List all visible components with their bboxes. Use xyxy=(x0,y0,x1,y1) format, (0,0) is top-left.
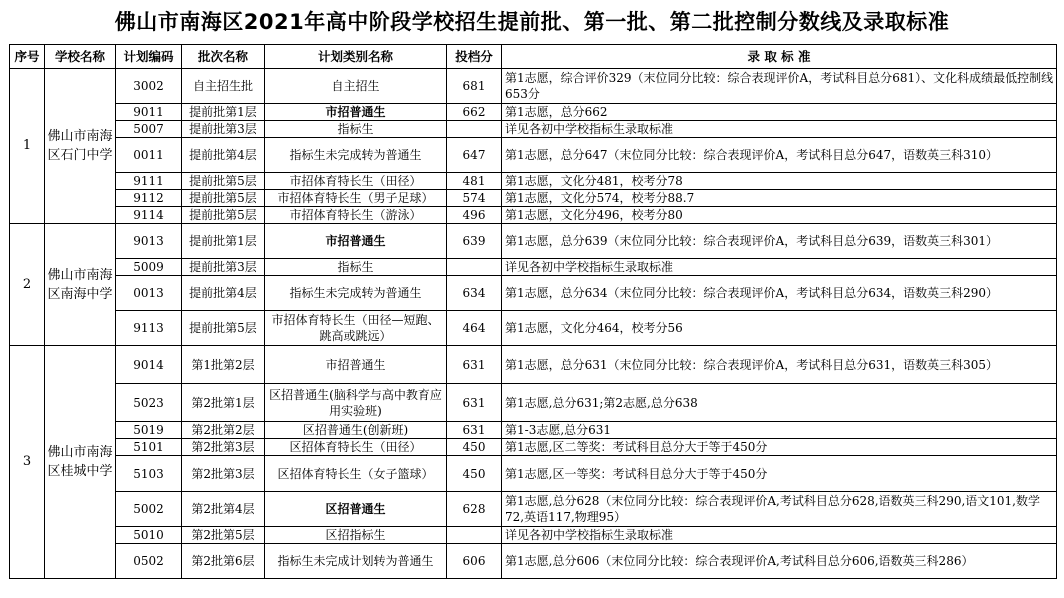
batch-name: 提前批第1层 xyxy=(182,104,265,121)
admission-standard: 第1志愿，总分647（末位同分比较：综合表现评价A，考试科目总分647，语数英三科310） xyxy=(502,138,1057,173)
table-row xyxy=(10,190,1057,207)
admission-standard: 第1志愿,总分628（末位同分比较：综合表现评价A,考试科目总分628,语数英三科290,语文101,数学72,英语117,物理95） xyxy=(502,492,1057,527)
table-row xyxy=(10,492,1057,527)
table-row xyxy=(10,456,1057,492)
school-seq: 3 xyxy=(10,346,45,579)
plan-code: 0013 xyxy=(116,276,182,311)
plan-category: 区招指标生 xyxy=(265,527,447,544)
admission-standard: 第1志愿,总分606（末位同分比较：综合表现评价A,考试科目总分606,语数英三科286） xyxy=(502,544,1057,579)
plan-category: 市招普通生 xyxy=(265,346,447,384)
plan-category: 指标生 xyxy=(265,259,447,276)
plan-category: 市招普通生 xyxy=(265,224,447,259)
admission-table xyxy=(9,44,1057,579)
batch-name: 提前批第5层 xyxy=(182,190,265,207)
admission-standard: 详见各初中学校指标生录取标准 xyxy=(502,121,1057,138)
school-seq: 1 xyxy=(10,69,45,224)
school-name: 佛山市南海区南海中学 xyxy=(45,224,116,346)
page-title: 佛山市南海区2021年高中阶段学校招生提前批、第一批、第二批控制分数线及录取标准 xyxy=(114,10,950,34)
plan-code: 5023 xyxy=(116,384,182,422)
cutoff-score: 631 xyxy=(447,422,502,439)
plan-code: 5010 xyxy=(116,527,182,544)
cutoff-score: 628 xyxy=(447,492,502,527)
plan-code: 5002 xyxy=(116,492,182,527)
batch-name: 第2批第1层 xyxy=(182,384,265,422)
header-score: 投档分 xyxy=(447,45,502,69)
admission-standard: 第1志愿，文化分464，校考分56 xyxy=(502,311,1057,346)
school-seq: 2 xyxy=(10,224,45,346)
admission-standard: 第1志愿，总分631（末位同分比较：综合表现评价A，考试科目总分631，语数英三科305） xyxy=(502,346,1057,384)
header-code: 计划编码 xyxy=(116,45,182,69)
plan-category: 指标生未完成计划转为普通生 xyxy=(265,544,447,579)
batch-name: 提前批第5层 xyxy=(182,173,265,190)
admission-standard: 第1志愿，文化分481，校考分78 xyxy=(502,173,1057,190)
batch-name: 第2批第2层 xyxy=(182,422,265,439)
admission-standard: 第1志愿，总分634（末位同分比较：综合表现评价A，考试科目总分634，语数英三科290） xyxy=(502,276,1057,311)
plan-category: 市招普通生 xyxy=(265,104,447,121)
batch-name: 提前批第3层 xyxy=(182,121,265,138)
table-row xyxy=(10,138,1057,173)
plan-category: 区招普通生 xyxy=(265,492,447,527)
cutoff-score: 450 xyxy=(447,439,502,456)
cutoff-score: 450 xyxy=(447,456,502,492)
batch-name: 第2批第6层 xyxy=(182,544,265,579)
plan-code: 5103 xyxy=(116,456,182,492)
plan-category: 市招体育特长生（田径—短跑、跳高或跳远） xyxy=(265,311,447,346)
plan-code: 9114 xyxy=(116,207,182,224)
cutoff-score: 681 xyxy=(447,69,502,104)
plan-code: 9013 xyxy=(116,224,182,259)
cutoff-score xyxy=(447,527,502,544)
admission-standard: 详见各初中学校指标生录取标准 xyxy=(502,259,1057,276)
admission-standard: 第1志愿,总分631;第2志愿,总分638 xyxy=(502,384,1057,422)
plan-category: 区招体育特长生（田径） xyxy=(265,439,447,456)
plan-category: 自主招生 xyxy=(265,69,447,104)
plan-code: 5007 xyxy=(116,121,182,138)
plan-category: 市招体育特长生（游泳） xyxy=(265,207,447,224)
batch-name: 提前批第5层 xyxy=(182,207,265,224)
admission-standard: 第1志愿，总分662 xyxy=(502,104,1057,121)
plan-code: 5009 xyxy=(116,259,182,276)
batch-name: 第2批第5层 xyxy=(182,527,265,544)
school-name: 佛山市南海区桂城中学 xyxy=(45,346,116,579)
admission-standard: 第1志愿,区一等奖：考试科目总分大于等于450分 xyxy=(502,456,1057,492)
table-row xyxy=(10,384,1057,422)
batch-name: 提前批第1层 xyxy=(182,224,265,259)
plan-category: 指标生未完成转为普通生 xyxy=(265,138,447,173)
table-row xyxy=(10,527,1057,544)
table-row xyxy=(10,276,1057,311)
admission-standard: 第1志愿，总分639（末位同分比较：综合表现评价A，考试科目总分639，语数英三科301） xyxy=(502,224,1057,259)
batch-name: 第2批第4层 xyxy=(182,492,265,527)
plan-category: 市招体育特长生（田径） xyxy=(265,173,447,190)
cutoff-score: 481 xyxy=(447,173,502,190)
header-batch: 批次名称 xyxy=(182,45,265,69)
table-row xyxy=(10,121,1057,138)
header-school: 学校名称 xyxy=(45,45,116,69)
header-standard: 录 取 标 准 xyxy=(502,45,1057,69)
admission-standard: 第1志愿，文化分496，校考分80 xyxy=(502,207,1057,224)
admission-standard: 第1志愿,区二等奖：考试科目总分大于等于450分 xyxy=(502,439,1057,456)
plan-code: 3002 xyxy=(116,69,182,104)
admission-standard: 第1志愿，综合评价329（末位同分比较：综合表现评价A，考试科目总分681）、文化科成绩最低控制线653分 xyxy=(502,69,1057,104)
header-seq: 序号 xyxy=(10,45,45,69)
batch-name: 提前批第3层 xyxy=(182,259,265,276)
cutoff-score: 631 xyxy=(447,384,502,422)
table-header-row xyxy=(10,45,1057,69)
cutoff-score xyxy=(447,121,502,138)
plan-category: 区招普通生(创新班) xyxy=(265,422,447,439)
table-row xyxy=(10,69,1057,104)
table-row xyxy=(10,544,1057,579)
plan-category: 区招普通生(脑科学与高中教育应用实验班) xyxy=(265,384,447,422)
cutoff-score: 606 xyxy=(447,544,502,579)
plan-category: 指标生未完成转为普通生 xyxy=(265,276,447,311)
admission-standard: 第1志愿，文化分574，校考分88.7 xyxy=(502,190,1057,207)
plan-category: 区招体育特长生（女子篮球） xyxy=(265,456,447,492)
table-row xyxy=(10,439,1057,456)
plan-code: 9112 xyxy=(116,190,182,207)
batch-name: 自主招生批 xyxy=(182,69,265,104)
cutoff-score: 639 xyxy=(447,224,502,259)
plan-code: 5101 xyxy=(116,439,182,456)
cutoff-score: 662 xyxy=(447,104,502,121)
batch-name: 第2批第3层 xyxy=(182,439,265,456)
cutoff-score: 634 xyxy=(447,276,502,311)
admission-standard: 第1-3志愿,总分631 xyxy=(502,422,1057,439)
plan-category: 指标生 xyxy=(265,121,447,138)
plan-code: 9014 xyxy=(116,346,182,384)
batch-name: 第1批第2层 xyxy=(182,346,265,384)
plan-code: 9111 xyxy=(116,173,182,190)
admission-standard: 详见各初中学校指标生录取标准 xyxy=(502,527,1057,544)
cutoff-score: 647 xyxy=(447,138,502,173)
cutoff-score: 631 xyxy=(447,346,502,384)
plan-code: 9011 xyxy=(116,104,182,121)
table-row xyxy=(10,224,1057,259)
table-row xyxy=(10,422,1057,439)
batch-name: 第2批第3层 xyxy=(182,456,265,492)
table-row xyxy=(10,346,1057,384)
plan-code: 0011 xyxy=(116,138,182,173)
cutoff-score: 574 xyxy=(447,190,502,207)
cutoff-score: 496 xyxy=(447,207,502,224)
table-row xyxy=(10,311,1057,346)
batch-name: 提前批第4层 xyxy=(182,138,265,173)
batch-name: 提前批第5层 xyxy=(182,311,265,346)
table-row xyxy=(10,259,1057,276)
table-row xyxy=(10,173,1057,190)
cutoff-score: 464 xyxy=(447,311,502,346)
plan-code: 0502 xyxy=(116,544,182,579)
plan-code: 5019 xyxy=(116,422,182,439)
table-row xyxy=(10,207,1057,224)
header-category: 计划类别名称 xyxy=(265,45,447,69)
table-row xyxy=(10,104,1057,121)
plan-code: 9113 xyxy=(116,311,182,346)
school-name: 佛山市南海区石门中学 xyxy=(45,69,116,224)
plan-category: 市招体育特长生（男子足球） xyxy=(265,190,447,207)
batch-name: 提前批第4层 xyxy=(182,276,265,311)
cutoff-score xyxy=(447,259,502,276)
